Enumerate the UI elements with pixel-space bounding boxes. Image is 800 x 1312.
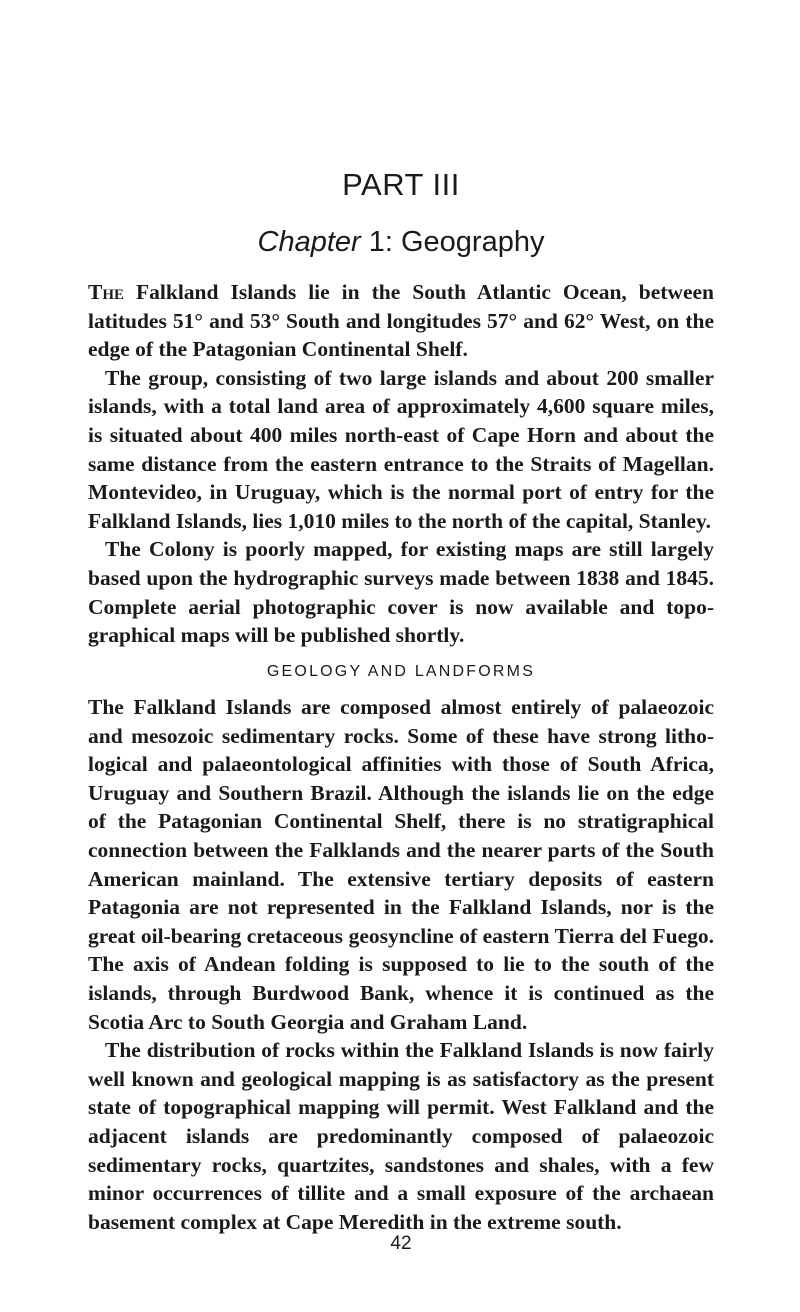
part-heading: PART III xyxy=(342,167,460,202)
geology-paragraph-1: The Falkland Islands are composed almost entirely of palaeozoic and mesozoic sedimentary rocks. Some of these have strong lithological and palaeontological affinities with those of South Africa, Uruguay and Southern Brazil. Although the islands lie on the edge of the Patagonian Continental Shelf, there is no stratigraphical connection between the Falklands and the nearer parts of the South American mainland. The extensive tertiary deposits of eastern Patagonia are not represented in the Falkland Islands, nor is the great oil-bearing cretaceous geosyncline of eastern Tierra del Fuego. The axis of Andean folding is supposed to lie to the south of the islands, through Burdwood Bank, whence it is continued as the Scotia Arc to South Georgia and Graham Land. xyxy=(88,695,714,1034)
intro-section xyxy=(88,278,714,650)
geology-section xyxy=(88,693,714,1236)
document-page xyxy=(88,0,714,1312)
section-heading-geology: GEOLOGY AND LANDFORMS xyxy=(266,663,536,680)
intro-paragraph-1-text: Falkland Islands lie in the South Atlantic Ocean, between latitudes 51° and 53° South and longitudes 57° and 62° West, on the edge of the Patagonian Continental Shelf. xyxy=(88,280,715,362)
page-number: 42 xyxy=(390,1233,412,1254)
intro-paragraph-1 xyxy=(88,278,714,364)
geology-paragraph-2: The distribution of rocks within the Falkland Islands is now fairly well known and geological mapping is as satisfactory as the present state of topographical mapping will permit. West Falkland and the adjacent islands are predominantly composed of palaeozoic sedimentary rocks, quartzites, sandstones and shales, with a few minor occurrences of tillite and a small exposure of the archaean basement complex at Cape Meredith in the extreme south. xyxy=(88,1038,714,1234)
intro-paragraph-3: The Colony is poorly mapped, for existing maps are still largely based upon the hydrographic surveys made between 1838 and 1845. Complete aerial photographic cover is now available and topographical maps will be published shortly. xyxy=(88,537,714,648)
chapter-title: Geography xyxy=(400,226,545,258)
chapter-heading xyxy=(88,224,714,260)
lead-word: The xyxy=(88,280,125,304)
chapter-number: 1: xyxy=(368,226,393,258)
chapter-label: Chapter xyxy=(257,226,361,258)
intro-paragraph-2: The group, consisting of two large islands and about 200 smaller islands, with a total land area of approximately 4,600 square miles, is situated about 400 miles north-east of Cape Horn and about the same distance from the eastern entrance to the Straits of Magellan. Montevideo, in Uruguay, which is the normal port of entry for the Falkland Islands, lies 1,010 miles to the north of the capital, Stanley. xyxy=(88,365,714,533)
